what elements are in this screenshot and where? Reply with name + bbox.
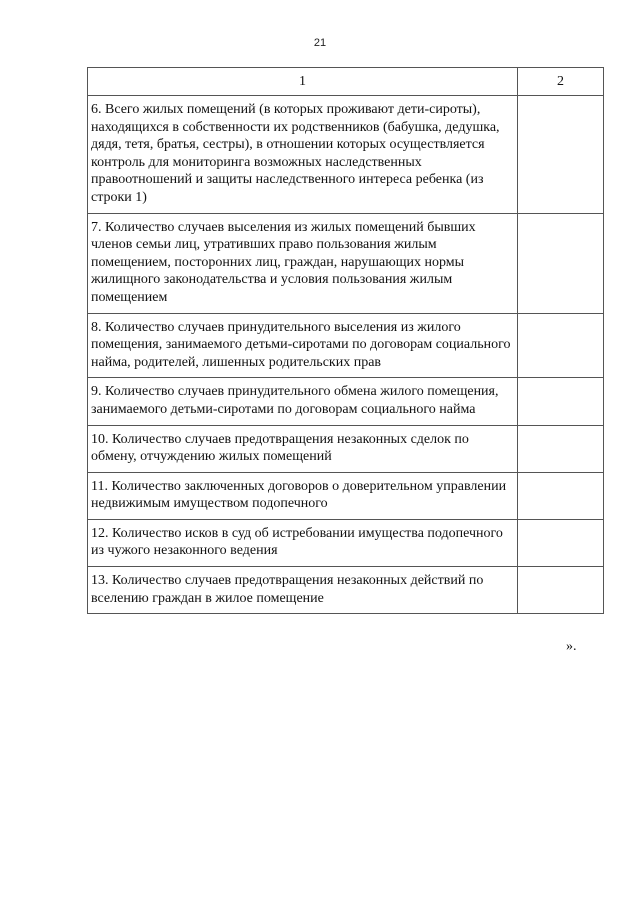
row-value-cell bbox=[518, 425, 604, 472]
row-value-cell bbox=[518, 213, 604, 313]
table-row bbox=[88, 313, 604, 378]
table-row bbox=[88, 425, 604, 472]
row-value-cell bbox=[518, 378, 604, 425]
column-header-1: 1 bbox=[88, 68, 518, 96]
row-value-cell bbox=[518, 567, 604, 614]
row-description: 10. Количество случаев предотвращения незаконных сделок по обмену, отчуждению жилых помещений bbox=[88, 425, 518, 472]
closing-quote: ». bbox=[566, 639, 577, 654]
row-value-cell bbox=[518, 313, 604, 378]
table-row bbox=[88, 213, 604, 313]
row-value-cell bbox=[518, 96, 604, 214]
table-row bbox=[88, 378, 604, 425]
table-row bbox=[88, 519, 604, 566]
row-value-cell bbox=[518, 519, 604, 566]
table-row bbox=[88, 472, 604, 519]
row-description: 12. Количество исков в суд об истребовании имущества подопечного из чужого незаконного ведения bbox=[88, 519, 518, 566]
row-description: 8. Количество случаев принудительного выселения из жилого помещения, занимаемого детьми-сиротами по договорам социального найма, родителей, лишенных родительских прав bbox=[88, 313, 518, 378]
report-table bbox=[87, 67, 604, 614]
table-header-row bbox=[88, 68, 604, 96]
row-description: 6. Всего жилых помещений (в которых проживают дети-сироты), находящихся в собственности их родственников (бабушка, дедушка, дядя, тетя, братья, сестры), в отношении которых осуществляется контроль для мониторинга возможных наследственных правоотношений и защиты наследственного интереса ребенка (из строки 1) bbox=[88, 96, 518, 214]
row-description: 9. Количество случаев принудительного обмена жилого помещения, занимаемого детьми-сиротами по договорам социального найма bbox=[88, 378, 518, 425]
row-description: 7. Количество случаев выселения из жилых помещений бывших членов семьи лиц, утративших право пользования жилым помещением, посторонних лиц, граждан, нарушающих нормы жилищного законодательства и условия пользования жилым помещением bbox=[88, 213, 518, 313]
column-header-2: 2 bbox=[518, 68, 604, 96]
table-row bbox=[88, 96, 604, 214]
row-description: 11. Количество заключенных договоров о доверительном управлении недвижимым имуществом подопечного bbox=[88, 472, 518, 519]
row-value-cell bbox=[518, 472, 604, 519]
page-number: 21 bbox=[313, 37, 327, 49]
row-description: 13. Количество случаев предотвращения незаконных действий по вселению граждан в жилое помещение bbox=[88, 567, 518, 614]
table-row bbox=[88, 567, 604, 614]
